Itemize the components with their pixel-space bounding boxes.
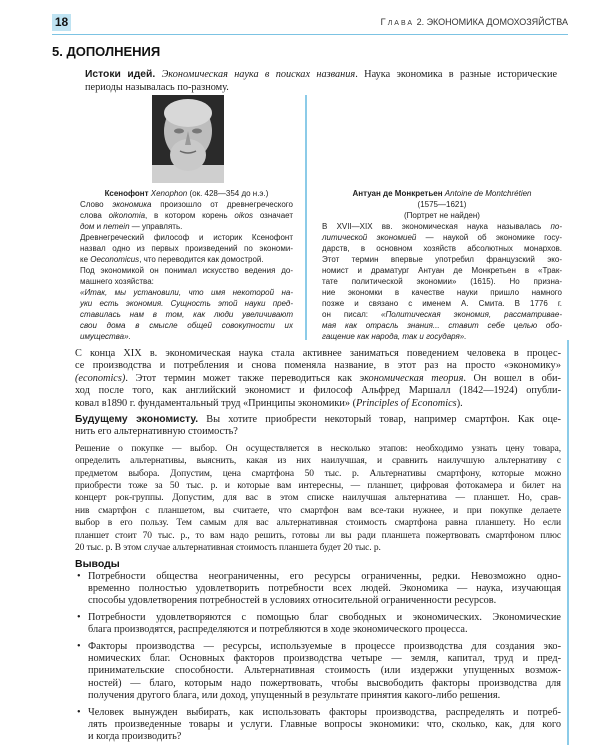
- paragraph: [75, 443, 561, 555]
- main-text: [75, 348, 561, 555]
- text-line: С конца XIX в. экономическая наука стала активнее заниматься поведением человека в процес-: [75, 348, 561, 359]
- page-body: [0, 188, 600, 744]
- text-line: концерт рок-группы. Допустим, для вас в этом списке наилучшая альтернатива — планшет. Но, срав-: [75, 493, 561, 504]
- text-line: Будущему экономисту. Вы хотите приобрести некоторый товар, например смартфон. Как оце-: [75, 414, 561, 426]
- text-line: ке Oeconomicus, что переводится как домострой.: [80, 255, 264, 264]
- text-line: способы удовлетворения потребностей в условиях относительной ограниченности ресурсов.: [88, 595, 497, 607]
- italic-term: гащение как народа, так и государя».: [322, 332, 467, 341]
- text-line: нив смартфон с планшетом, вы считаете, что смартфон вам все-таки нужнее, и при покупке делаете: [75, 505, 561, 516]
- text-line: (1575—1621): [417, 200, 467, 209]
- header-rule: [52, 34, 568, 35]
- conclusions-title: Выводы: [75, 557, 120, 570]
- text-line: дарств, в основном хозяйств абсолютных монархов.: [322, 244, 562, 253]
- italic-term: Экономическая наука в поисках названия: [161, 69, 356, 80]
- text-line: (Портрет не найден): [404, 211, 480, 220]
- text-line: Древнегреческий философ и историк Ксенофонт: [80, 233, 293, 242]
- text-line: номист и драматург Антуан де Монкретьен в «Трак-: [322, 266, 562, 275]
- paragraph: [75, 348, 561, 410]
- text-line: (economics). Этот термин может также переводиться как экономическая теория. Он вошел в оби-: [75, 372, 561, 384]
- text-line: приобрести тоже за 50 тыс. р. и которые вам интересны, — планшет, цифровая фотокамера и билет на: [75, 481, 561, 492]
- italic-term: Antoine de Montchrétien: [444, 189, 532, 198]
- text-line: принимательские способности. Альтернативная стоимость (или издержки упущенных возмож-: [88, 665, 561, 677]
- paragraph: [322, 188, 562, 221]
- text-line: получения другого блага, или доход, упущенный в результате принятия какого-либо решения.: [88, 690, 501, 702]
- paragraph: [75, 414, 561, 439]
- text-line: блага производятся, распределяются и потребляются в ходе экономического процесса.: [88, 624, 468, 636]
- chapter-title: 2. ЭКОНОМИКА ДОМОХОЗЯЙСТВА: [414, 17, 568, 27]
- paragraph: [80, 232, 293, 265]
- montchretien-column: [322, 188, 562, 342]
- italic-term: мая как отрасль знания... ставит себе целью обо-: [322, 321, 562, 330]
- chapter-word: Глава: [380, 17, 415, 28]
- text-line: нить его альтернативную стоимость?: [75, 426, 238, 438]
- italic-term: по-: [550, 222, 562, 231]
- text-line: определить альтернативы, выяснить, какая из них наилучшая, и сравнить наилучшую альтернативу с: [75, 456, 561, 467]
- text-line: имущества».: [80, 332, 131, 341]
- text-line: Слово экономика произошло от древнегреческого: [80, 200, 293, 209]
- text-line: свои дома в смысле общей совокупности их: [80, 321, 293, 330]
- bold-label: Антуан де Монкретьен: [352, 189, 443, 198]
- italic-term: экономическая теория: [359, 372, 464, 384]
- text-line: Истоки идей. Экономическая наука в поисках названия. Наука экономика в разные исторические: [85, 69, 558, 80]
- paragraph: [80, 265, 293, 287]
- italic-term: oikonomia: [108, 211, 146, 220]
- bullet-item: [75, 612, 561, 637]
- text-line: Решение о покупке — выбор. Он осуществляется в несколько этапов: необходимо узнать цену товара,: [75, 443, 561, 454]
- text-line: периоды называлась по-разному.: [85, 82, 229, 93]
- italic-term: экономика: [112, 200, 152, 209]
- paragraph: [80, 188, 293, 199]
- text-line: • Потребности общества неограниченны, его ресурсы ограниченны, редки. Невозможно одно-: [88, 570, 561, 582]
- xenophon-bust-photo: [152, 95, 224, 183]
- italic-term: дом: [80, 222, 95, 231]
- text-line: ковал в1890 г. фундаментальный труд «Принципы экономики» (Principles of Economics).: [75, 397, 463, 409]
- italic-term: nemein: [103, 222, 130, 231]
- paragraph: [80, 287, 293, 342]
- section-title: 5. ДОПОЛНЕНИЯ: [52, 44, 161, 59]
- text-line: Под экономикой он понимал искусство ведения до-: [80, 266, 293, 275]
- italic-term: Principles of Economics: [356, 397, 457, 409]
- paragraph: [85, 68, 557, 94]
- xenophon-column: [80, 188, 293, 342]
- text-line: литической экономией — наукой об экономике госу-: [322, 233, 562, 242]
- text-line: се производства и потребления и снова поменяла название, в этот раз на просто «экономику»: [75, 360, 561, 372]
- text-line: тате политической экономии» (1615). Но призна-: [322, 277, 562, 286]
- text-line: и когда производить?: [88, 731, 182, 743]
- text-line: «Итак, мы установили, что имя некоторой на-: [80, 288, 293, 297]
- text-line: ход после того, как английский экономист и философ Альфред Маршалл (1842—1924) опубли-: [75, 385, 561, 397]
- text-line: дом и nemein — управлять.: [80, 222, 183, 231]
- text-line: ние экономки в качестве науки пришло намного: [322, 288, 562, 297]
- text-line: выбор в его пользу. Тем самым для вас альтернативная стоимость смартфона равна планшету. Но если: [75, 518, 561, 529]
- text-line: лять произведенные товары и услуги. Главные вопросы экономики: что, сколько, как, для кого: [88, 718, 561, 730]
- sidebar-columns: [0, 188, 600, 342]
- text-line: слова oikonomia, в котором корень oikos означает: [80, 211, 294, 220]
- text-line: назвал одно из первых произведений по экономи-: [80, 244, 293, 253]
- paragraph: [80, 199, 293, 232]
- text-line: уки есть экономия. Сущность этой науки пред-: [80, 299, 293, 308]
- italic-term: (economics): [75, 372, 126, 384]
- bold-label: Будущему экономисту.: [75, 414, 199, 426]
- text-line: • Потребности удовлетворяются с помощью благ свободных и экономических. Экономические: [88, 611, 561, 623]
- bullet-item: [75, 641, 561, 703]
- text-line: [322, 188, 562, 199]
- italic-term: «Политическая экономия, рассматривае-: [381, 310, 562, 319]
- text-line: временно полностью удовлетворить потребности всех людей. Экономика — наука, изучающая: [88, 582, 561, 594]
- bullet-item: [75, 707, 561, 744]
- text-line: • Человек вынужден выбирать, как использовать факторы производства, распределять и потреб-: [88, 706, 561, 718]
- italic-term: Xenophon: [150, 189, 188, 198]
- text-line: ностей) — благо, которым надо пожертвовать, чтобы высвободить факторы производства для: [88, 677, 561, 689]
- italic-term: oikos: [234, 211, 254, 220]
- bullet-item: [75, 571, 561, 608]
- text-line: позже и связано с именем А. Смита. В 1776 г.: [322, 299, 562, 308]
- text-line: планшет стоит 70 тыс. р., то вам надо решить, готовы ли вы ради планшета пожертвовать смартфоном плюс: [75, 530, 561, 541]
- running-header: [381, 17, 568, 28]
- text-line: предметом выбора. Допустим, цена смартфона 50 тыс. р. Альтернативы смартфону, которые можно: [75, 468, 561, 479]
- intro-paragraph: [85, 68, 557, 94]
- conclusions-list: [75, 571, 561, 744]
- text-line: Этот термин впервые употребил французский эко-: [322, 255, 562, 264]
- text-line: ставилась нам в том, как люди увеличивают: [80, 310, 293, 319]
- text-line: • Факторы производства — ресурсы, используемые в процессе производства для создания эко-: [88, 640, 561, 652]
- text-line: Ксенофонт Xenophon (ок. 428—354 до н.э.): [104, 189, 269, 198]
- bold-label: Ксенофонт: [104, 189, 149, 198]
- paragraph: [322, 221, 562, 342]
- text-line: [322, 320, 562, 331]
- text-line: [322, 331, 562, 342]
- text-line: машнего хозяйства:: [80, 277, 154, 286]
- italic-term: Oeconomicus: [90, 255, 140, 264]
- text-line: он писал: «Политическая экономия, рассматривае-: [322, 310, 562, 319]
- bold-label: Истоки идей.: [85, 69, 156, 80]
- text-line: номических благ. Основных факторов производства четыре — земля, капитал, труд и пред-: [88, 652, 561, 664]
- text-line: 20 тыс. р. В этом случае альтернативная стоимость планшета будет 20 тыс. р.: [75, 543, 381, 554]
- italic-term: литической экономией: [322, 233, 417, 242]
- text-line: В XVII—XIX вв. экономическая наука называлась по-: [322, 222, 562, 231]
- page-number: 18: [52, 14, 71, 31]
